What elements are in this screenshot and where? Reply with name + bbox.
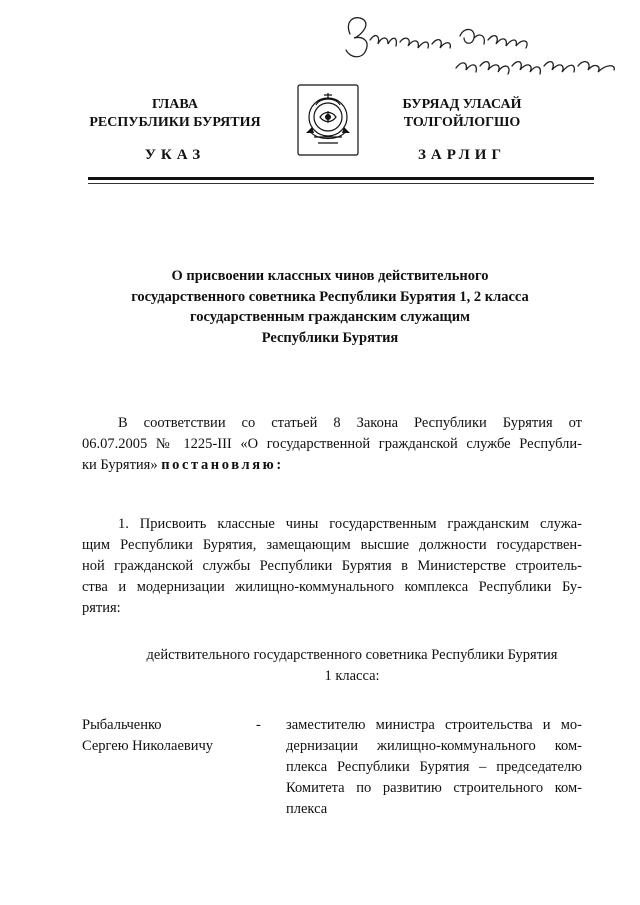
issuer-left <box>70 96 280 132</box>
title-line-3: государственным гражданским служащим <box>190 309 470 325</box>
clause-line-2: щим Республики Бурятия, замещающим высшие должности государствен- <box>82 537 582 553</box>
person-position <box>286 715 582 820</box>
issuer-right-line2: ТОЛГОЙЛОГШО <box>403 115 521 130</box>
person-surname: Рыбальченко <box>82 717 162 733</box>
position-line-2: дернизации жилищно-коммунального ком- <box>286 738 582 754</box>
clause-1-paragraph <box>82 514 582 619</box>
person-name <box>82 715 252 757</box>
position-line-4: Комитета по развитию строительного ком- <box>286 780 582 796</box>
position-line-3: плекса Республики Бурятия – председателю <box>286 759 582 775</box>
clause-line-1: 1. Присвоить классные чины государственным гражданским служа- <box>118 516 582 532</box>
document-kind-left: УКАЗ <box>144 147 206 163</box>
clause-line-5: рятия: <box>82 600 121 616</box>
preamble-line-2: 06.07.2005 № 1225-III «О государственной гражданской службе Республи- <box>82 436 582 452</box>
handwritten-note-text <box>340 10 356 11</box>
rank-line-1: действительного государственного советника Республики Бурятия <box>146 647 558 663</box>
rank-line-2: 1 класса: <box>324 668 380 684</box>
decree-verb: постановляю: <box>161 457 284 473</box>
position-line-1: заместителю министра строительства и мо- <box>286 717 582 733</box>
title-line-4: Республики Бурятия <box>261 329 399 346</box>
document-kind-right: ЗАРЛИГ <box>417 147 507 163</box>
clause-line-4: ства и модернизации жилищно-коммунального комплекса Республики Бу- <box>82 579 582 595</box>
handwritten-annotation <box>336 6 636 86</box>
issuer-left-line1: ГЛАВА <box>152 97 198 112</box>
title-line-2: государственного советника Республики Бурятия 1, 2 класса <box>131 288 529 305</box>
coat-of-arms-icon <box>296 83 360 157</box>
position-line-5: плекса <box>286 801 328 817</box>
clause-line-3: ной гражданской службы Республики Бурятия в Министерстве строитель- <box>82 558 582 574</box>
issuer-left-line2: РЕСПУБЛИКИ БУРЯТИЯ <box>89 115 261 130</box>
header-divider-thick <box>88 177 594 180</box>
header-divider-thin <box>88 183 594 184</box>
issuer-right-line1: БУРЯАД УЛАСАЙ <box>402 97 522 112</box>
decree-title <box>80 266 580 348</box>
preamble-line-1: В соответствии со статьей 8 Закона Республики Бурятия от <box>118 415 582 431</box>
preamble-paragraph <box>82 413 582 476</box>
rank-heading <box>82 645 622 687</box>
person-dash: - <box>256 717 261 733</box>
preamble-line-3 <box>82 455 582 476</box>
issuer-right <box>372 96 552 132</box>
title-line-1: О присвоении классных чинов действительного <box>171 268 489 284</box>
person-given-names: Сергею Николаевичу <box>82 738 214 754</box>
preamble-line-3-text: ки Бурятия» <box>82 457 158 473</box>
